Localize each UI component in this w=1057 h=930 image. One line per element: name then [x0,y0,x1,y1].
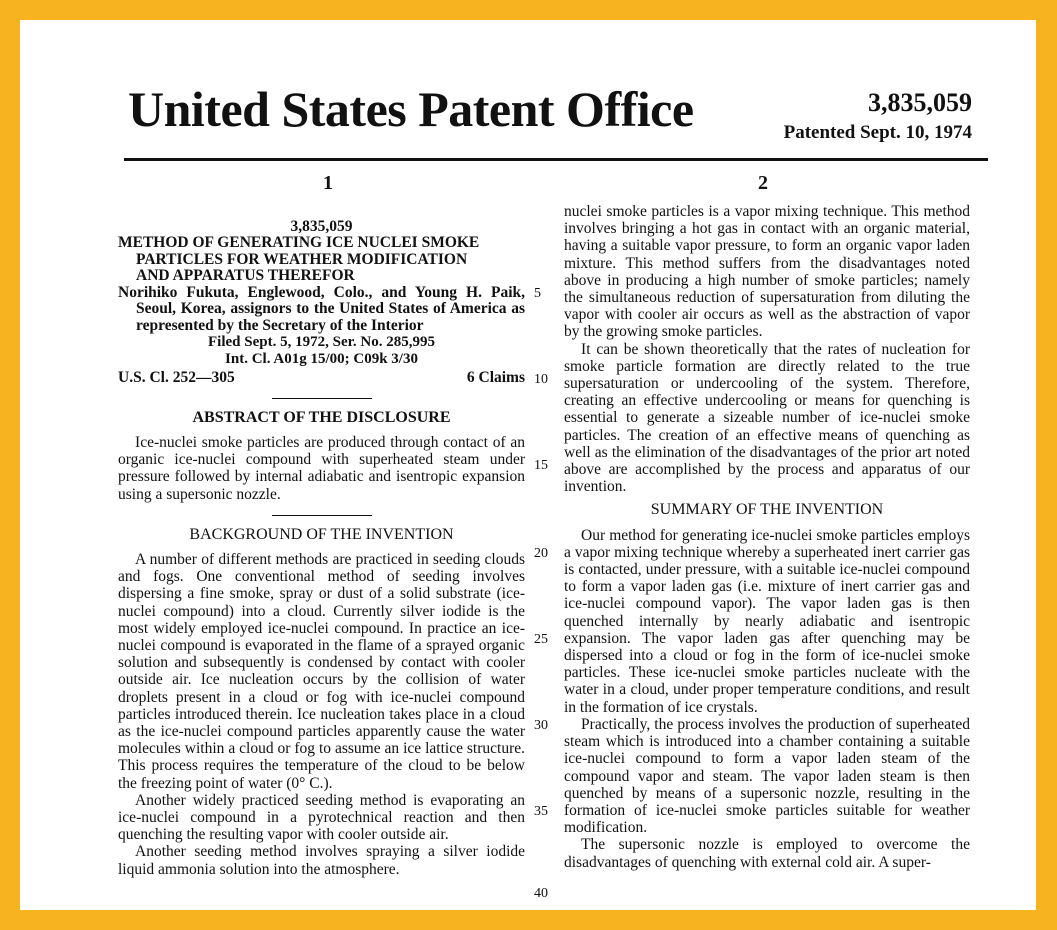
line-number: 40 [534,886,548,901]
patent-page [20,20,1036,910]
us-class: U.S. Cl. 252—305 [118,368,235,386]
invention-title [118,235,525,285]
background-paragraph: Another widely practiced seeding method is evaporating an ice-nuclei compound in a pyrotechnical reaction and then quenching the resulting vapor with cooler outside air. [118,791,525,844]
line-number: 10 [534,372,548,387]
body-paragraph: Our method for generating ice-nuclei smoke particles employs a vapor mixing technique whereby a superheated inert carrier gas is contacted, under pressure, with a suitable ice-nuclei compound to form a vapor laden gas (i.e. mixture of inert carrier gas and ice-nuclei compound vapor). The vapor laden gas is then quenched internally by nearly adiabatic and isentropic expansion. The vapor laden gas after quenching may be dispersed into a cloud or fog in the form of ice-nuclei smoke particles. These ice-nuclei smoke particles nucleate with the water in a cloud, under proper temperature conditions, and result in the formation of ice crystals. [564,526,970,716]
line-number: 35 [534,804,548,819]
office-title: United States Patent Office [128,81,694,137]
int-class: Int. Cl. A01g 15/00; C09k 3/30 [225,351,418,368]
column-number-right: 2 [758,172,768,194]
filed-line: Filed Sept. 5, 1972, Ser. No. 285,995 [208,334,435,351]
divider [272,398,372,399]
line-number: 5 [534,286,541,301]
title-line: AND APPARATUS THEREFOR [136,267,355,285]
summary-heading: SUMMARY OF THE INVENTION [650,501,884,519]
patent-number: 3,835,059 [868,88,972,117]
body-paragraph: The supersonic nozzle is employed to overcome the disadvantages of quenching with external cold air. A super- [564,836,970,871]
right-column [564,203,970,871]
background-paragraph: A number of different methods are practiced in seeding clouds and fogs. One conventional method of seeding involves dispersing a fine smoke, spray or dust of a solid substrate (ice-nuclei compound) into a cloud. Currently silver iodide is the most widely employed ice-nuclei compound. In practice an ice-nuclei compound is evaporated in the flame of a sprayed organic solution and subsequently is condensed by contact with cooler outside air. Ice nucleation occurs by the collision of water droplets present in a cloud or fog with ice-nuclei compound particles introduced therein. Ice nucleation takes place in a cloud as the ice-nuclei compound particles apparently cause the water molecules within a cloud or fog to assume an ice lattice structure. This process requires the temperature of the cloud to be below the freezing point of water (0° C.). [118,551,525,792]
abstract-text: Ice-nuclei smoke particles are produced through contact of an organic ice-nuclei compound with superheated steam under pressure followed by internal adiabatic and isentropic expansion using a supersonic nozzle. [118,434,525,503]
body-paragraph: Practically, the process involves the production of superheated steam which is introduced into a chamber containing a suitable ice-nuclei compound to form a vapor laden steam of the compound vapor and steam. The vapor laden steam is then quenched by means of a supersonic nozzle, resulting in the formation of ice-nuclei smoke particles suitable for weather modification. [564,715,970,837]
left-column [118,218,525,878]
column-number-left: 1 [323,172,333,194]
body-paragraph: nuclei smoke particles is a vapor mixing technique. This method involves bringing a hot gas in contact with an organic material, having a suitable vapor pressure, to form an organic vapor laden mixture. This method suffers from the disadvantages noted above in producing a high number of smoke particles; namely the simultaneous reduction of supersaturation from diluting the vapor with cooler air occurs as well as the abstraction of vapor by the growing smoke particles. [564,203,970,341]
line-number: 15 [534,458,548,473]
line-number: 20 [534,546,548,561]
body-paragraph: It can be shown theoretically that the rates of nucleation for smoke particle formation are directly related to the true supersaturation or undercooling of the system. Therefore, creating an effective undercooling or means for quenching is essential to generate a sizeable number of ice-nuclei smoke particles. The creation of an effective means of quenching as well as the elimination of the disadvantages of the prior art noted above are accomplished by the process and apparatus of our invention. [564,340,970,496]
class-row [118,369,525,386]
inventors: Norihiko Fukuta, Englewood, Colo., and Young H. Paik, Seoul, Korea, assignors to the United States of America as represented by the Secretary of the Interior [118,283,525,334]
title-line: METHOD OF GENERATING ICE NUCLEI SMOKE [118,234,480,252]
abstract-heading: ABSTRACT OF THE DISCLOSURE [192,408,451,426]
line-number: 30 [534,718,548,733]
header-rule [124,158,988,161]
background-paragraph: Another seeding method involves spraying a silver iodide liquid ammonia solution into the atmosphere. [118,843,525,878]
background-heading: BACKGROUND OF THE INVENTION [189,525,454,543]
title-line: PARTICLES FOR WEATHER MODIFICATION [136,250,468,268]
line-number: 25 [534,632,548,647]
divider [272,515,372,516]
patented-date: Patented Sept. 10, 1974 [783,122,972,143]
claims-count: 6 Claims [466,368,525,386]
front-patent-number: 3,835,059 [290,218,353,235]
